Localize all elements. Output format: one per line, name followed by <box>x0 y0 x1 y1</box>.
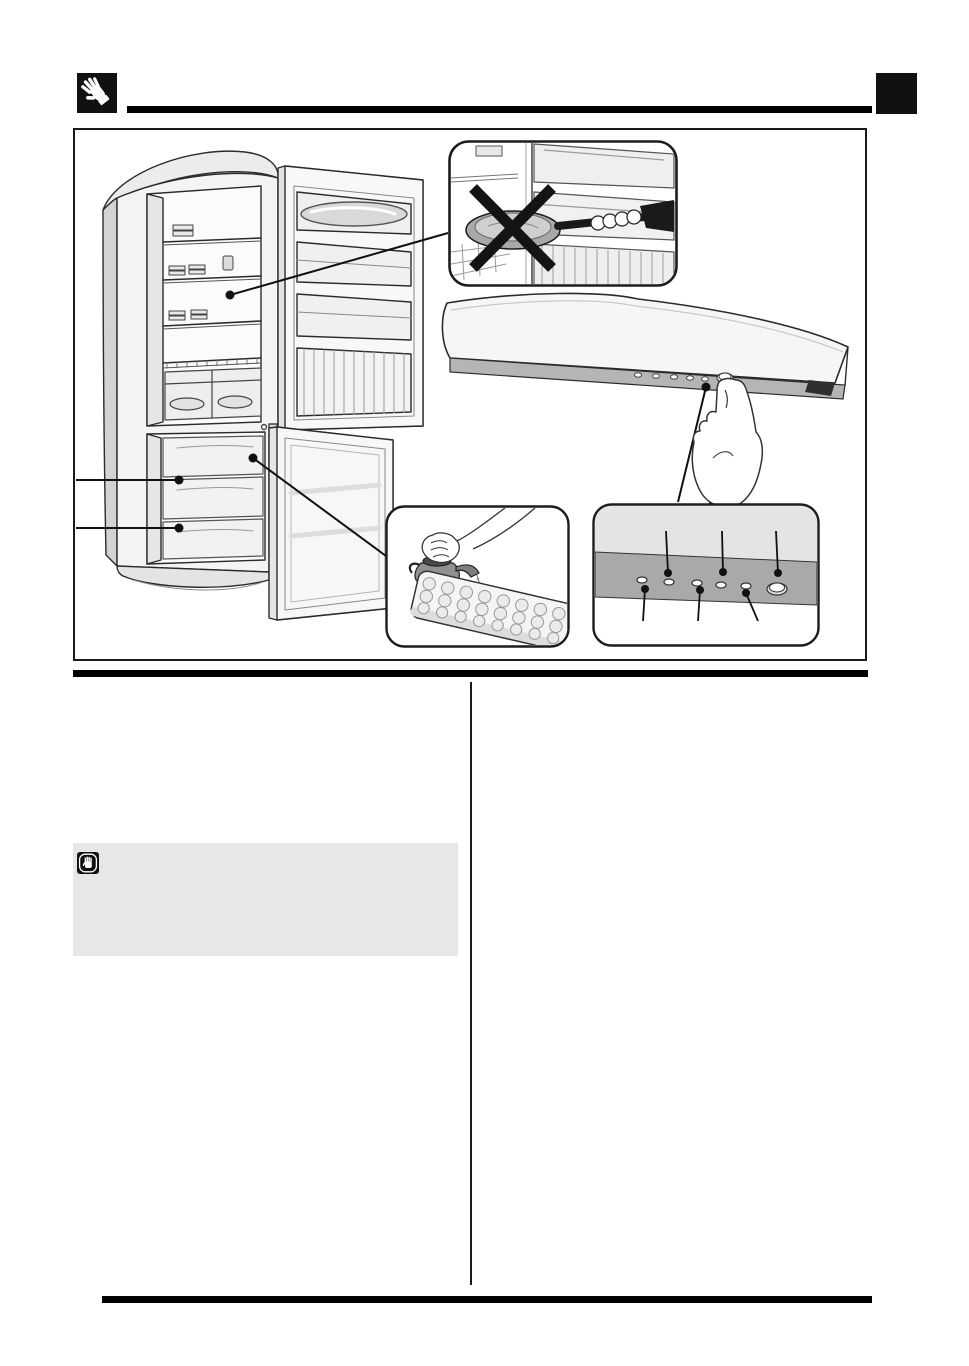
vegetable-bins <box>165 368 261 420</box>
callout-dot <box>249 454 258 463</box>
figure-svg <box>73 128 867 661</box>
callout-dot <box>702 383 711 392</box>
detail-button <box>767 583 787 595</box>
no-hot-pan-inset <box>450 142 677 286</box>
figure-separator-rule <box>73 670 868 677</box>
control-panel-detail-inset <box>594 505 819 646</box>
footer-rule <box>102 1296 872 1303</box>
glove-hand-icon <box>77 73 117 113</box>
header-rule <box>127 106 872 113</box>
freezer-door-open <box>269 427 393 620</box>
callout-dot <box>175 524 184 533</box>
warning-note-text <box>107 853 450 950</box>
page-corner-tab <box>876 73 917 114</box>
freezer-compartment <box>147 432 265 564</box>
glove-hand-icon-svg <box>77 73 117 113</box>
callout-dot <box>175 476 184 485</box>
left-text-column <box>73 690 458 1280</box>
fridge-freezer-illustration <box>103 151 423 620</box>
warning-note-box <box>73 843 458 956</box>
column-divider <box>470 682 472 1285</box>
fridge-door-open <box>278 166 423 430</box>
callout-dot <box>226 291 235 300</box>
ice-tray-inset <box>387 507 575 652</box>
stop-hand-icon <box>77 852 99 874</box>
right-text-column <box>484 690 868 1280</box>
figure-frame <box>73 128 867 661</box>
